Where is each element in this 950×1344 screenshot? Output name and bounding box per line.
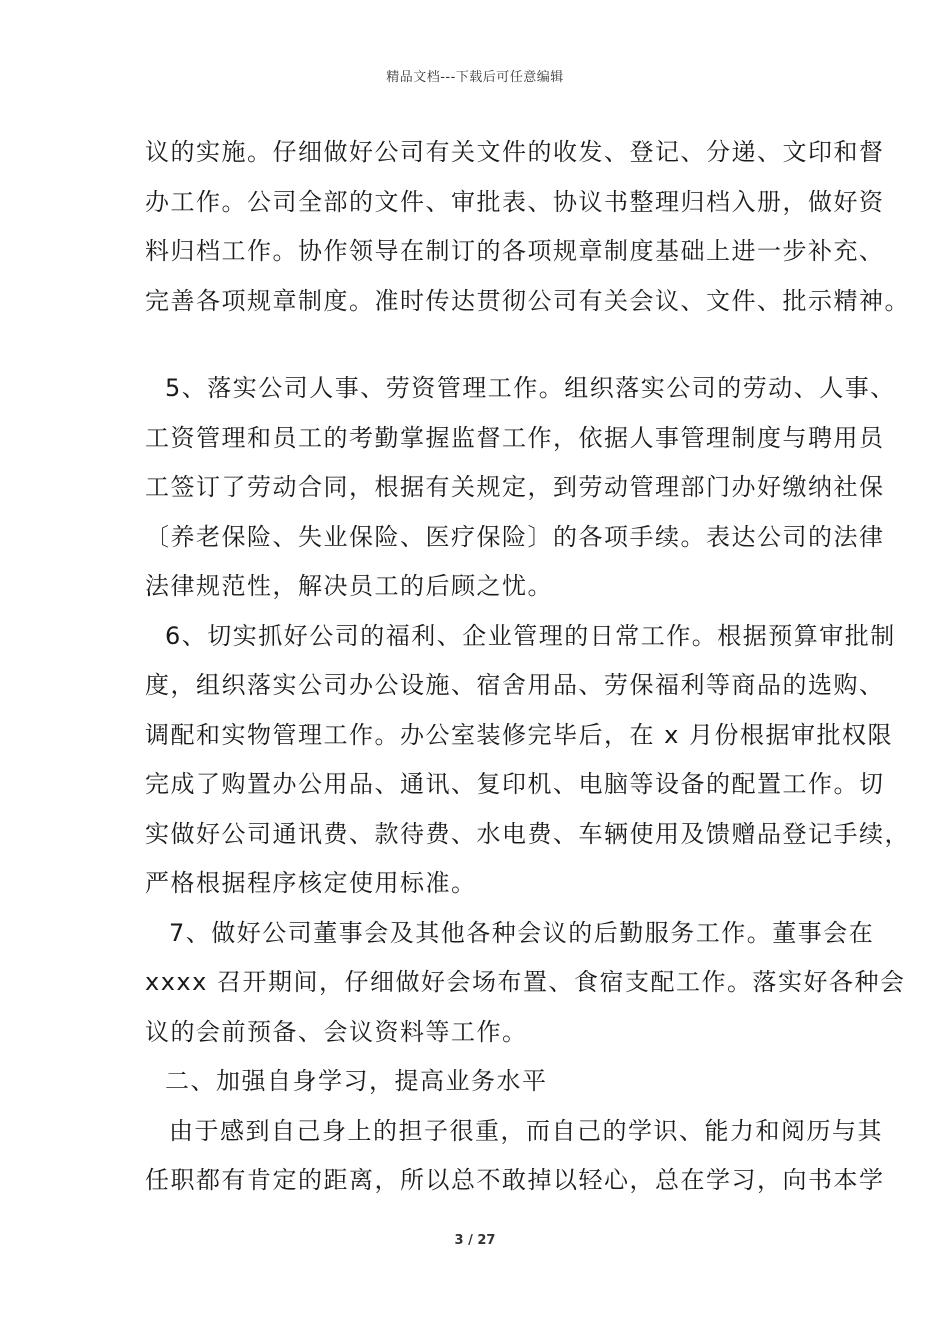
text-line: 严格根据程序核定使用标准。: [145, 869, 477, 897]
text-line: 工签订了劳动合同，根据有关规定，到劳动管理部门办好缴纳社保: [145, 473, 885, 501]
text-line: 6、切实抓好公司的福利、企业管理的日常工作。根据预算审批制: [165, 621, 896, 650]
text-line: 法律规范性，解决员工的后顾之忧。: [145, 572, 553, 600]
text-line: 任职都有肯定的距离，所以总不敢掉以轻心，总在学习，向书本学: [145, 1166, 885, 1194]
text-line: 7、做好公司董事会及其他各种会议的后勤服务工作。董事会在: [169, 918, 875, 947]
section-heading: 二、加强自身学习，提高业务水平: [165, 1067, 548, 1095]
text-line: 工资管理和员工的考勤掌握监督工作，依据人事管理制度与聘用员: [145, 423, 885, 452]
text-line: 完成了购置办公用品、通讯、复印机、电脑等设备的配置工作。切: [145, 770, 885, 798]
page-header: 精品文档---下载后可任意编辑: [386, 70, 564, 85]
text-line: 议的实施。仔细做好公司有关文件的收发、登记、分递、文印和督: [145, 138, 885, 166]
document-body: [145, 128, 910, 1206]
text-line: 办工作。公司全部的文件、审批表、协议书整理归档入册，做好资: [145, 187, 885, 216]
text-line: 〔养老保险、失业保险、医疗保险〕的各项手续。表达公司的法律: [145, 522, 885, 551]
text-line: 实做好公司通讯费、款待费、水电费、车辆使用及馈赠品登记手续，: [145, 819, 910, 848]
text-line: 5、落实公司人事、劳资管理工作。组织落实公司的劳动、人事、: [165, 374, 896, 402]
text-line: 由于感到自己身上的担子很重，而自己的学识、能力和阅历与其: [169, 1116, 883, 1145]
text-line: 料归档工作。协作领导在制订的各项规章制度基础上进一步补充、: [145, 237, 885, 265]
page-number: 3 / 27: [454, 1233, 496, 1248]
text-line: xxxx 召开期间，仔细做好会场布置、食宿支配工作。落实好各种会: [145, 968, 906, 996]
paragraph-gap: [145, 326, 825, 364]
text-line: 度，组织落实公司办公设施、宿舍用品、劳保福利等商品的选购、: [145, 671, 885, 699]
text-line: 完善各项规章制度。准时传达贯彻公司有关会议、文件、批示精神。: [145, 286, 910, 315]
text-line: 调配和实物管理工作。办公室装修完毕后，在 x 月份根据审批权限: [145, 720, 893, 749]
text-line: 议的会前预备、会议资料等工作。: [145, 1017, 528, 1046]
